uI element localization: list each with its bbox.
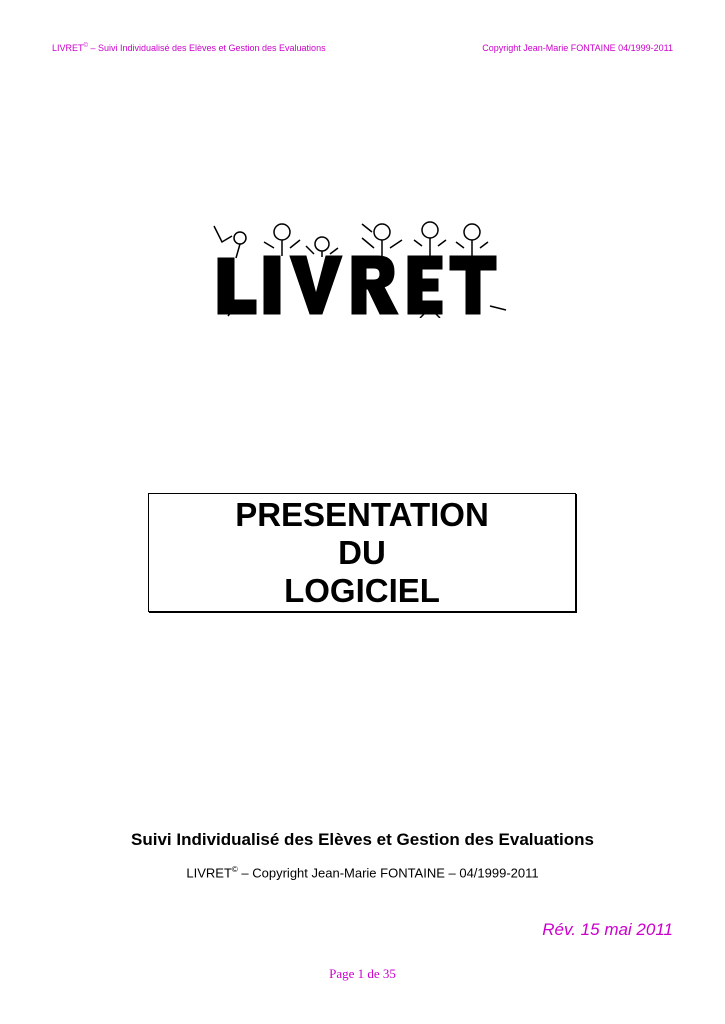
page-header <box>52 43 673 53</box>
header-left: LIVRET© – Suivi Individualisé des Elèves et Gestion des Evaluations <box>52 43 326 53</box>
header-right: Copyright Jean-Marie FONTAINE 04/1999-2011 <box>482 43 673 53</box>
title-line-3: LOGICIEL <box>284 571 440 609</box>
revision-date: Rév. 15 mai 2011 <box>542 920 673 939</box>
title-box <box>148 493 576 612</box>
subtitle: Suivi Individualisé des Elèves et Gestion des Evaluations <box>131 830 594 849</box>
page-number: Page 1 de 35 <box>329 966 396 981</box>
cartoon-characters-logo-icon <box>210 218 510 318</box>
copyright-line: LIVRET© – Copyright Jean-Marie FONTAINE – 04/1999-2011 <box>186 865 539 881</box>
title-line-2: DU <box>338 533 386 571</box>
livret-logo <box>210 218 510 318</box>
title-line-1: PRESENTATION <box>235 495 489 533</box>
